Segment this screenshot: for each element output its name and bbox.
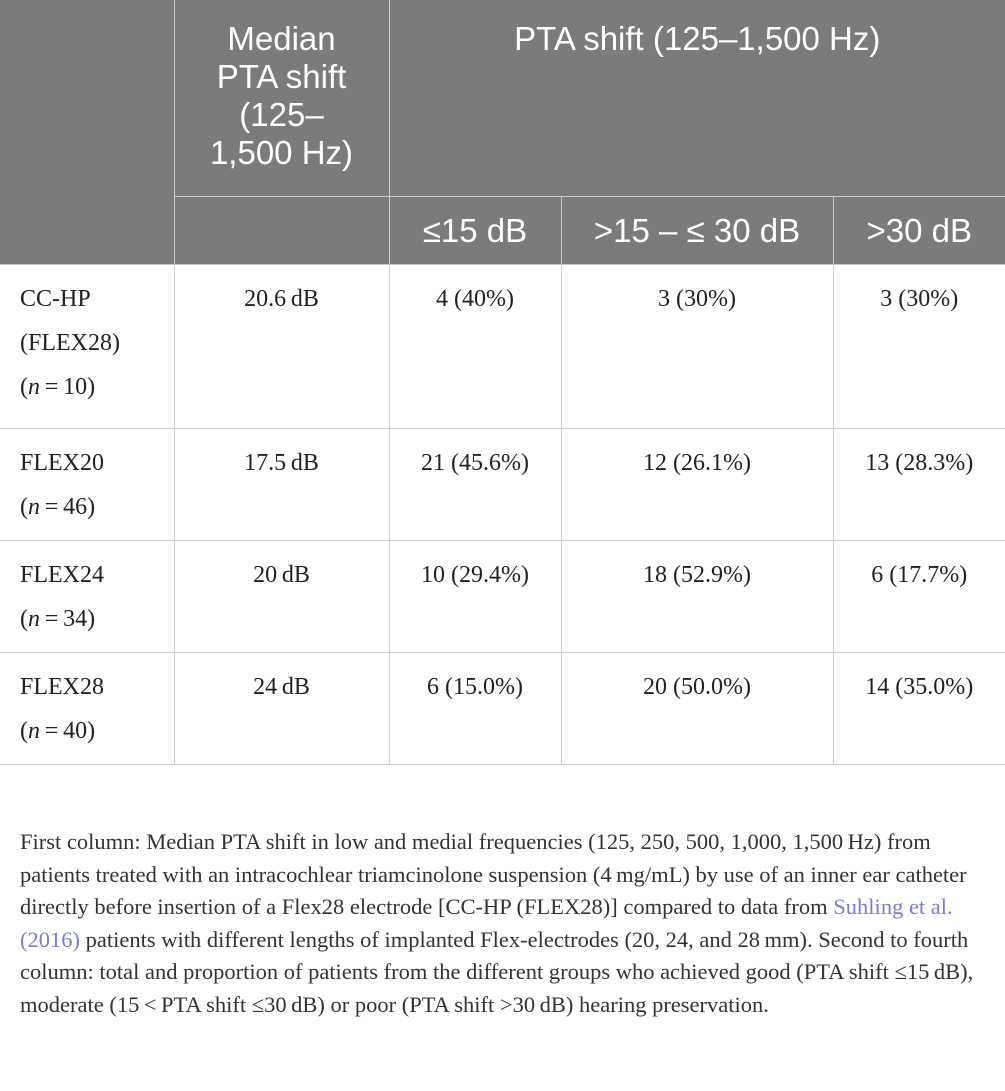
table-row — [0, 429, 1005, 541]
moderate-cell: 18 (52.9%) — [561, 541, 833, 653]
footnote-text-2: patients with different lengths of implanted Flex-electrodes (20, 24, and 28 mm). Second to fourth column: total and proportion of patients from the different groups who achieved good (PTA shift ≤15 dB), moderate (15 < PTA shift ≤30 dB) or poor (PTA shift >30 dB) hearing preservation. — [20, 926, 974, 1017]
poor-cell: 14 (35.0%) — [833, 653, 1005, 765]
table-row — [0, 653, 1005, 765]
good-cell: 21 (45.6%) — [389, 429, 561, 541]
moderate-cell: 3 (30%) — [561, 265, 833, 429]
group-n: (n = 46) — [20, 494, 96, 520]
group-cell — [0, 541, 174, 653]
group-n: (n = 34) — [20, 606, 96, 632]
poor-cell: 13 (28.3%) — [833, 429, 1005, 541]
header-moderate-col: >15 – ≤ 30 dB — [561, 197, 833, 265]
header-good-col: ≤15 dB — [389, 197, 561, 265]
group-cell — [0, 265, 174, 429]
poor-cell: 3 (30%) — [833, 265, 1005, 429]
median-cell: 17.5 dB — [174, 429, 389, 541]
good-cell: 4 (40%) — [389, 265, 561, 429]
header-group-blank — [0, 0, 174, 265]
header-poor-col: >30 dB — [833, 197, 1005, 265]
group-n: (n = 10) — [20, 374, 96, 400]
group-name: FLEX28 — [20, 674, 104, 700]
header-median-line-1: Median — [227, 20, 336, 57]
good-cell: 10 (29.4%) — [389, 541, 561, 653]
header-median-blank — [174, 197, 389, 265]
group-name: FLEX20 — [20, 450, 104, 476]
group-cell — [0, 429, 174, 541]
header-median-line-2: PTA shift — [216, 58, 347, 95]
median-cell: 20 dB — [174, 541, 389, 653]
table-row — [0, 541, 1005, 653]
good-cell: 6 (15.0%) — [389, 653, 561, 765]
table-row — [0, 265, 1005, 429]
citation-link[interactable]: Suhling et al. (2016) — [20, 894, 953, 952]
median-cell: 20.6 dB — [174, 265, 389, 429]
poor-cell: 6 (17.7%) — [833, 541, 1005, 653]
group-name: FLEX24 — [20, 562, 104, 588]
header-median-pta-shift — [174, 0, 389, 197]
header-median-line-3: (125– — [239, 96, 324, 133]
header-pta-shift-group: PTA shift (125–1,500 Hz) — [389, 0, 1005, 197]
group-name: CC-HP — [20, 286, 91, 312]
median-cell: 24 dB — [174, 653, 389, 765]
footnote-text-1: First column: Median PTA shift in low and medial frequencies (125, 250, 500, 1,000, 1,500 Hz) from patients treated with an intracochlear triamcinolone suspension (4 mg/mL) by use of an inner ear catheter directly before insertion of a Flex28 electrode [CC-HP (FLEX28)] compared to data from — [20, 829, 967, 919]
header-median-line-4: 1,500 Hz) — [209, 134, 354, 171]
table-footnote — [20, 826, 985, 1021]
moderate-cell: 20 (50.0%) — [561, 653, 833, 765]
group-name-sub: (FLEX28) — [20, 330, 120, 356]
moderate-cell: 12 (26.1%) — [561, 429, 833, 541]
group-cell — [0, 653, 174, 765]
group-n: (n = 40) — [20, 718, 96, 744]
